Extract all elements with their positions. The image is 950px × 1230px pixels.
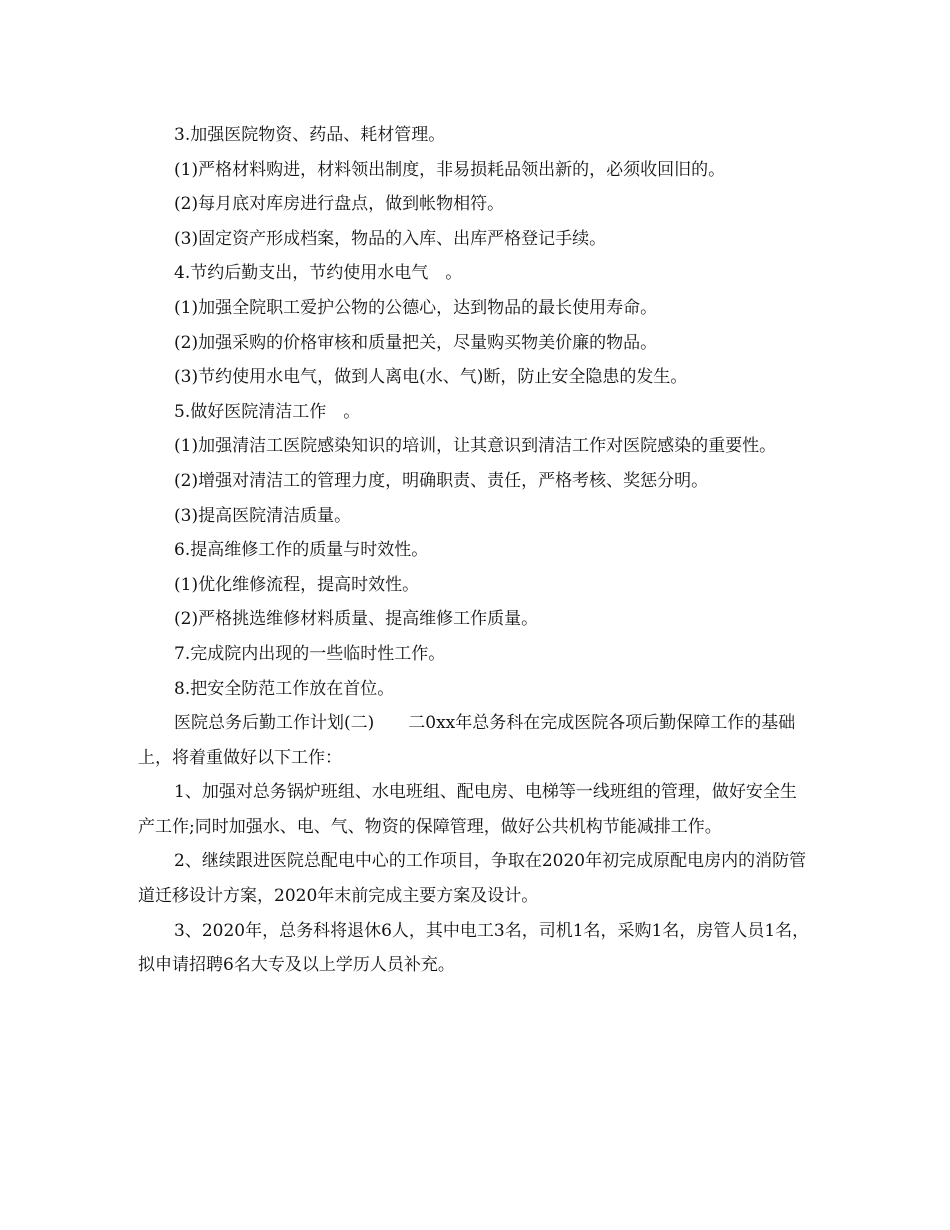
paragraph: 2、继续跟进医院总配电中心的工作项目，争取在2020年初完成原配电房内的消防管道迁移设计方案，2020年末前完成主要方案及设计。 bbox=[138, 851, 807, 907]
paragraph: 6.提高维修工作的质量与时效性。 bbox=[174, 540, 429, 561]
paragraph: 5.做好医院清洁工作 。 bbox=[174, 401, 361, 422]
document-body bbox=[138, 118, 810, 983]
paragraph: (3)固定资产形成档案，物品的入库、出库严格登记手续。 bbox=[174, 228, 607, 249]
paragraph: (2)加强采购的价格审核和质量把关，尽量购买物美价廉的物品。 bbox=[174, 332, 658, 353]
paragraph: (3)提高医院清洁质量。 bbox=[174, 505, 352, 526]
paragraph: 7.完成院内出现的一些临时性工作。 bbox=[174, 643, 446, 664]
paragraph: 3、2020年，总务科将退休6人，其中电工3名，司机1名，采购1名，房管人员1名，拟申请招聘6名大专及以上学历人员补充。 bbox=[138, 920, 810, 976]
paragraph: (2)严格挑选维修材料质量、提高维修工作质量。 bbox=[174, 609, 539, 630]
paragraph: (3)节约使用水电气，做到人离电(水、气)断，防止安全隐患的发生。 bbox=[174, 367, 688, 388]
paragraph: (1)加强全院职工爱护公物的公德心，达到物品的最长使用寿命。 bbox=[174, 297, 658, 318]
paragraph: 3.加强医院物资、药品、耗材管理。 bbox=[174, 125, 446, 145]
paragraph: (1)优化维修流程，提高时效性。 bbox=[174, 574, 420, 595]
paragraph: 1、加强对总务锅炉班组、水电班组、配电房、电梯等一线班组的管理，做好安全生产工作;同时加强水、电、气、物资的保障管理，做好公共机构节能减排工作。 bbox=[138, 782, 797, 837]
paragraph: 医院总务后勤工作计划(二) 二0xx年总务科在完成医院各项后勤保障工作的基础上，将着重做好以下工作： bbox=[138, 713, 796, 768]
paragraph: (2)每月底对库房进行盘点，做到帐物相符。 bbox=[174, 194, 505, 215]
paragraph: (1)加强清洁工医院感染知识的培训，让其意识到清洁工作对医院感染的重要性。 bbox=[174, 436, 777, 457]
paragraph: 4.节约后勤支出，节约使用水电气 。 bbox=[174, 263, 463, 284]
paragraph: 8.把安全防范工作放在首位。 bbox=[174, 678, 395, 699]
paragraph: (1)严格材料购进，材料领出制度，非易损耗品领出新的，必须收回旧的。 bbox=[174, 159, 726, 180]
paragraph: (2)增强对清洁工的管理力度，明确职责、责任，严格考核、奖惩分明。 bbox=[174, 470, 709, 491]
